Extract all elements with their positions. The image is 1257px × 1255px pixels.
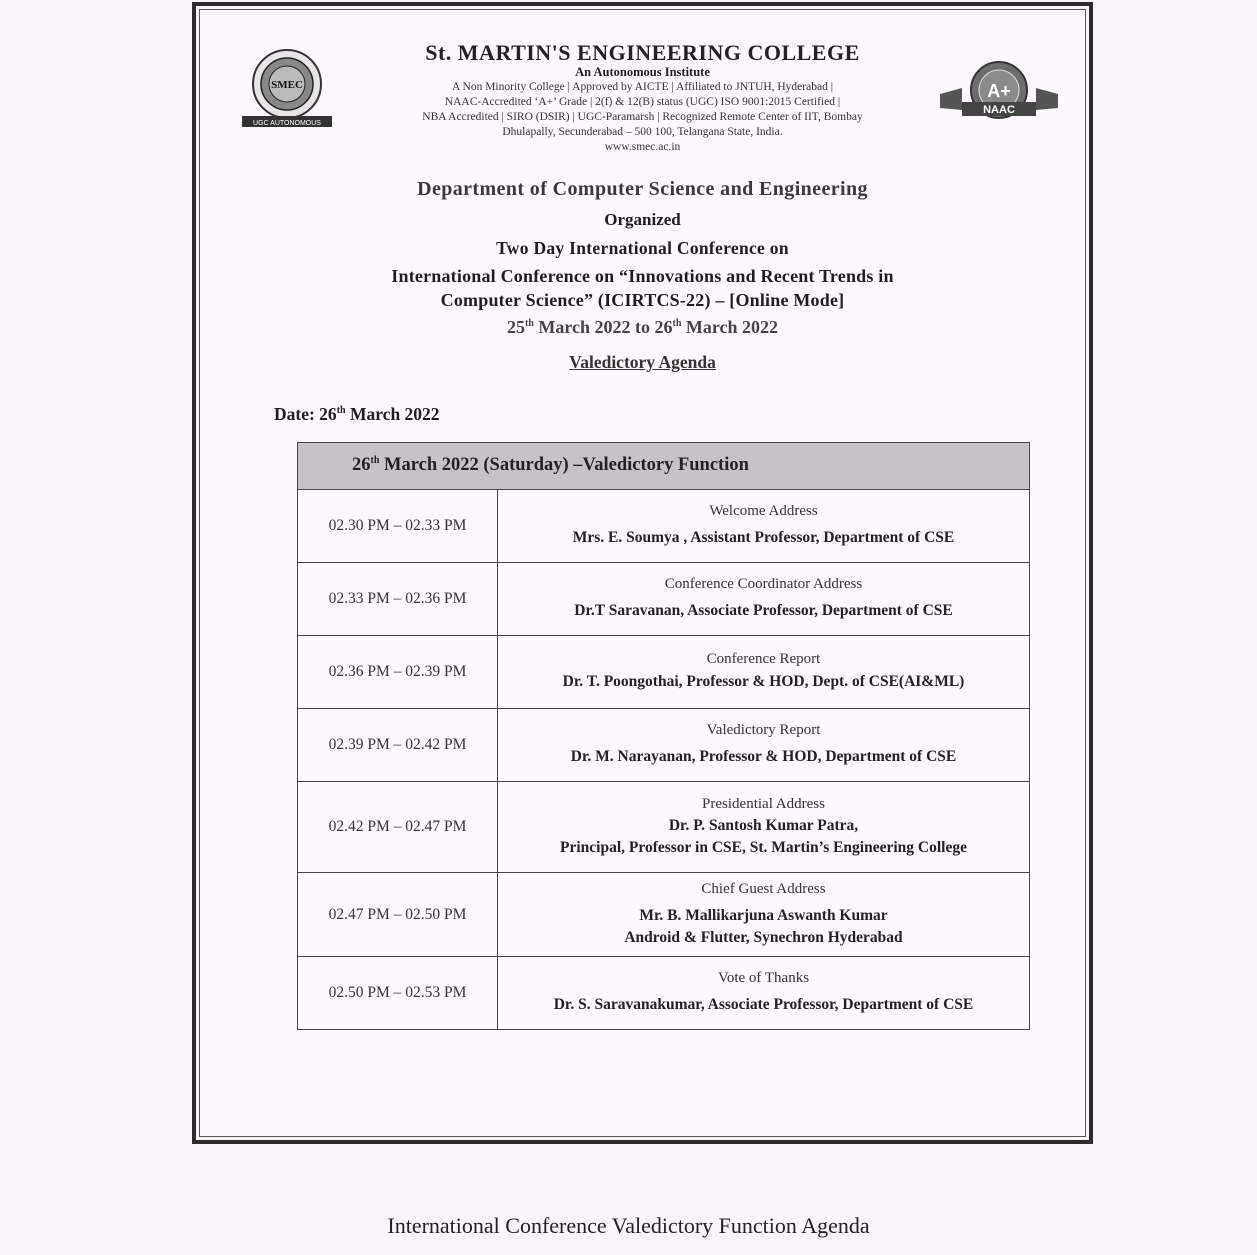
speaker-name: Dr. T. Poongothai, Professor & HOD, Dept. of CSE(AI&ML) [562, 673, 965, 690]
svg-text:UGC AUTONOMOUS: UGC AUTONOMOUS [253, 120, 321, 127]
agenda-date: Date: 26th March 2022 [274, 404, 440, 424]
session-role: Welcome Address [709, 503, 818, 519]
time-slot: 02.50 PM – 02.53 PM [298, 957, 498, 1030]
accreditation-line: NAAC-Accredited ‘A+’ Grade | 2(f) & 12(B) status (UGC) ISO 9001:2015 Certified | [444, 96, 841, 108]
speaker-name: Dr. S. Saravanakumar, Associate Professor, Department of CSE [553, 996, 974, 1013]
image-caption: International Conference Valedictory Function Agenda [387, 1213, 870, 1238]
document-frame [192, 2, 1093, 1144]
conference-dates: 25th March 2022 to 26th March 2022 [506, 317, 779, 337]
svg-text:SMEC: SMEC [271, 79, 303, 91]
time-slot: 02.47 PM – 02.50 PM [298, 873, 498, 957]
speaker-name: Dr.T Saravanan, Associate Professor, Department of CSE [574, 602, 953, 619]
session-role: Valedictory Report [706, 722, 821, 738]
department-title: Department of Computer Science and Engineering [417, 178, 868, 200]
accreditation-line: A Non Minority College | Approved by AICTE | Affiliated to JNTUH, Hyderabad | [451, 81, 834, 93]
table-header: 26th March 2022 (Saturday) –Valedictory Function [298, 443, 1030, 490]
svg-text:A+: A+ [987, 81, 1011, 101]
speaker-title: Android & Flutter, Synechron Hyderabad [624, 928, 903, 946]
agenda-heading: Valedictory Agenda [569, 352, 716, 372]
speaker-name: Dr. P. Santosh Kumar Patra, [668, 816, 859, 834]
table-row [298, 490, 1030, 563]
college-name: St. MARTIN'S ENGINEERING COLLEGE [425, 40, 860, 65]
conference-title-line1: International Conference on “Innovations and Recent Trends in [391, 266, 894, 286]
table-row [298, 873, 1030, 957]
session-role: Presidential Address [702, 795, 825, 812]
time-slot: 02.36 PM – 02.39 PM [298, 636, 498, 709]
svg-text:NAAC: NAAC [983, 104, 1015, 116]
table-row [298, 636, 1030, 709]
conference-title-line2: Computer Science” (ICIRTCS-22) – [Online Mode] [440, 290, 845, 310]
session-role: Conference Coordinator Address [664, 576, 863, 592]
time-slot: 02.33 PM – 02.36 PM [298, 563, 498, 636]
session-role: Vote of Thanks [717, 970, 810, 986]
document-page [199, 9, 1086, 1137]
session-detail [498, 709, 1030, 782]
table-row [298, 957, 1030, 1030]
accreditation-line: NBA Accredited | SIRO (DSIR) | UGC-Paramarsh | Recognized Remote Center of IIT, Bombay [422, 111, 863, 123]
time-slot: 02.39 PM – 02.42 PM [298, 709, 498, 782]
session-detail [498, 873, 1030, 957]
speaker-name: Mr. B. Mallikarjuna Aswanth Kumar [639, 906, 888, 924]
table-header-row [298, 443, 1030, 490]
session-detail [498, 563, 1030, 636]
session-detail [498, 490, 1030, 563]
agenda-table [297, 442, 1030, 1030]
speaker-title: Principal, Professor in CSE, St. Martin’s Engineering College [559, 838, 967, 856]
autonomous-tagline: An Autonomous Institute [575, 65, 710, 79]
speaker-name: Mrs. E. Soumya , Assistant Professor, Department of CSE [572, 529, 955, 546]
session-role: Conference Report [706, 651, 821, 667]
time-slot: 02.30 PM – 02.33 PM [298, 490, 498, 563]
table-row [298, 782, 1030, 873]
organized-label: Organized [604, 210, 681, 229]
website-line: www.smec.ac.in [604, 141, 681, 153]
table-row [298, 709, 1030, 782]
session-role: Chief Guest Address [701, 880, 826, 897]
conference-type: Two Day International Conference on [496, 238, 789, 258]
session-detail [498, 957, 1030, 1030]
session-detail [498, 636, 1030, 709]
speaker-name: Dr. M. Narayanan, Professor & HOD, Department of CSE [570, 748, 957, 765]
time-slot: 02.42 PM – 02.47 PM [298, 782, 498, 873]
address-line: Dhulapally, Secunderabad – 500 100, Telangana State, India. [502, 126, 783, 138]
session-detail [498, 782, 1030, 873]
table-row [298, 563, 1030, 636]
